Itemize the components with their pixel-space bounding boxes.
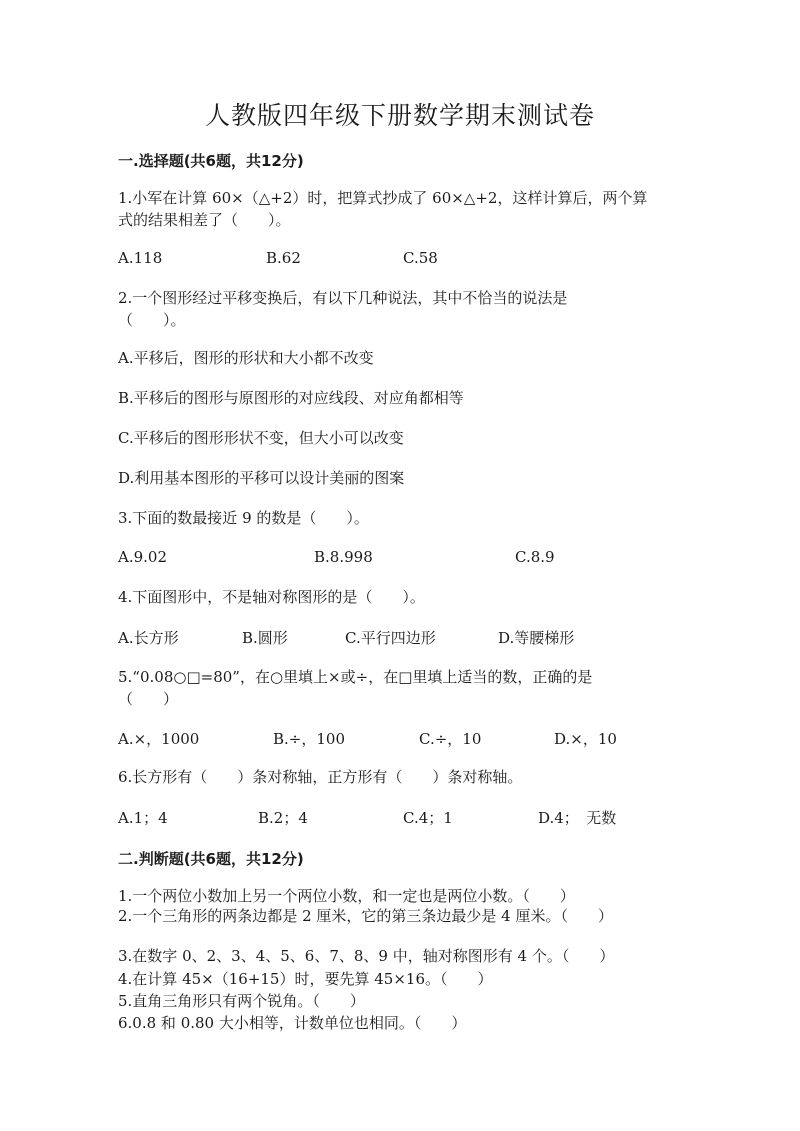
question-6-option-b: B.2；4	[258, 809, 308, 827]
question-1-line-2: 式的结果相差了（ ）。	[118, 211, 291, 229]
question-5-option-c: C.÷，10	[419, 730, 482, 748]
question-1-option-b: B.62	[266, 249, 301, 267]
true-false-item-3: 3.在数字 0、2、3、4、5、6、7、8、9 中，轴对称图形有 4 个。（ ）	[118, 947, 615, 965]
question-3-option-a: A.9.02	[118, 548, 167, 566]
true-false-item-1: 1.一个两位小数加上另一个两位小数，和一定也是两位小数。（ ）	[118, 887, 575, 905]
section-heading-true-false: 二.判断题(共6题，共12分)	[118, 850, 304, 868]
question-6-option-a: A.1；4	[118, 809, 168, 827]
question-5-line-1: 5.“0.08○□=80”，在○里填上×或÷，在□里填上适当的数，正确的是	[118, 668, 593, 686]
true-false-item-6: 6.0.8 和 0.80 大小相等，计数单位也相同。（ ）	[118, 1014, 467, 1032]
true-false-item-4: 4.在计算 45×（16+15）时，要先算 45×16。（ ）	[118, 970, 493, 988]
question-2-line-2: （ ）。	[118, 311, 186, 329]
true-false-item-2: 2.一个三角形的两条边都是 2 厘米，它的第三条边最少是 4 厘米。（ ）	[118, 907, 613, 925]
question-4-option-d: D.等腰梯形	[498, 629, 575, 647]
question-4-option-b: B.圆形	[242, 629, 288, 647]
question-2-option-d: D.利用基本图形的平移可以设计美丽的图案	[118, 469, 405, 487]
question-2-option-c: C.平移后的图形形状不变，但大小可以改变	[118, 429, 404, 447]
question-2-line-1: 2.一个图形经过平移变换后，有以下几种说法，其中不恰当的说法是	[118, 289, 568, 307]
page-title: 人教版四年级下册数学期末测试卷	[204, 101, 595, 130]
question-3-line-1: 3.下面的数最接近 9 的数是（ ）。	[118, 509, 369, 527]
question-2-option-b: B.平移后的图形与原图形的对应线段、对应角都相等	[118, 389, 464, 407]
question-6-line-1: 6.长方形有（ ）条对称轴，正方形有（ ）条对称轴。	[118, 768, 523, 786]
question-2-option-a: A.平移后，图形的形状和大小都不改变	[118, 349, 374, 367]
question-5-option-d: D.×，10	[554, 730, 617, 748]
question-6-option-c: C.4；1	[403, 809, 453, 827]
question-5-option-a: A.×，1000	[118, 730, 200, 748]
question-1-option-a: A.118	[118, 249, 163, 267]
question-1-line-1: 1.小军在计算 60×（△+2）时，把算式抄成了 60×△+2，这样计算后，两个算	[118, 189, 648, 207]
true-false-item-5: 5.直角三角形只有两个锐角。（ ）	[118, 992, 365, 1010]
section-heading-choice: 一.选择题(共6题，共12分)	[118, 152, 304, 170]
question-3-option-c: C.8.9	[515, 548, 555, 566]
question-4-option-c: C.平行四边形	[345, 629, 436, 647]
question-3-option-b: B.8.998	[314, 548, 373, 566]
question-1-option-c: C.58	[403, 249, 438, 267]
question-5-option-b: B.÷，100	[273, 730, 345, 748]
question-4-line-1: 4.下面图形中，不是轴对称图形的是（ ）。	[118, 588, 425, 606]
question-4-option-a: A.长方形	[118, 629, 179, 647]
question-5-line-2: （ ）	[118, 690, 179, 708]
question-6-option-d: D.4； 无数	[538, 809, 617, 827]
